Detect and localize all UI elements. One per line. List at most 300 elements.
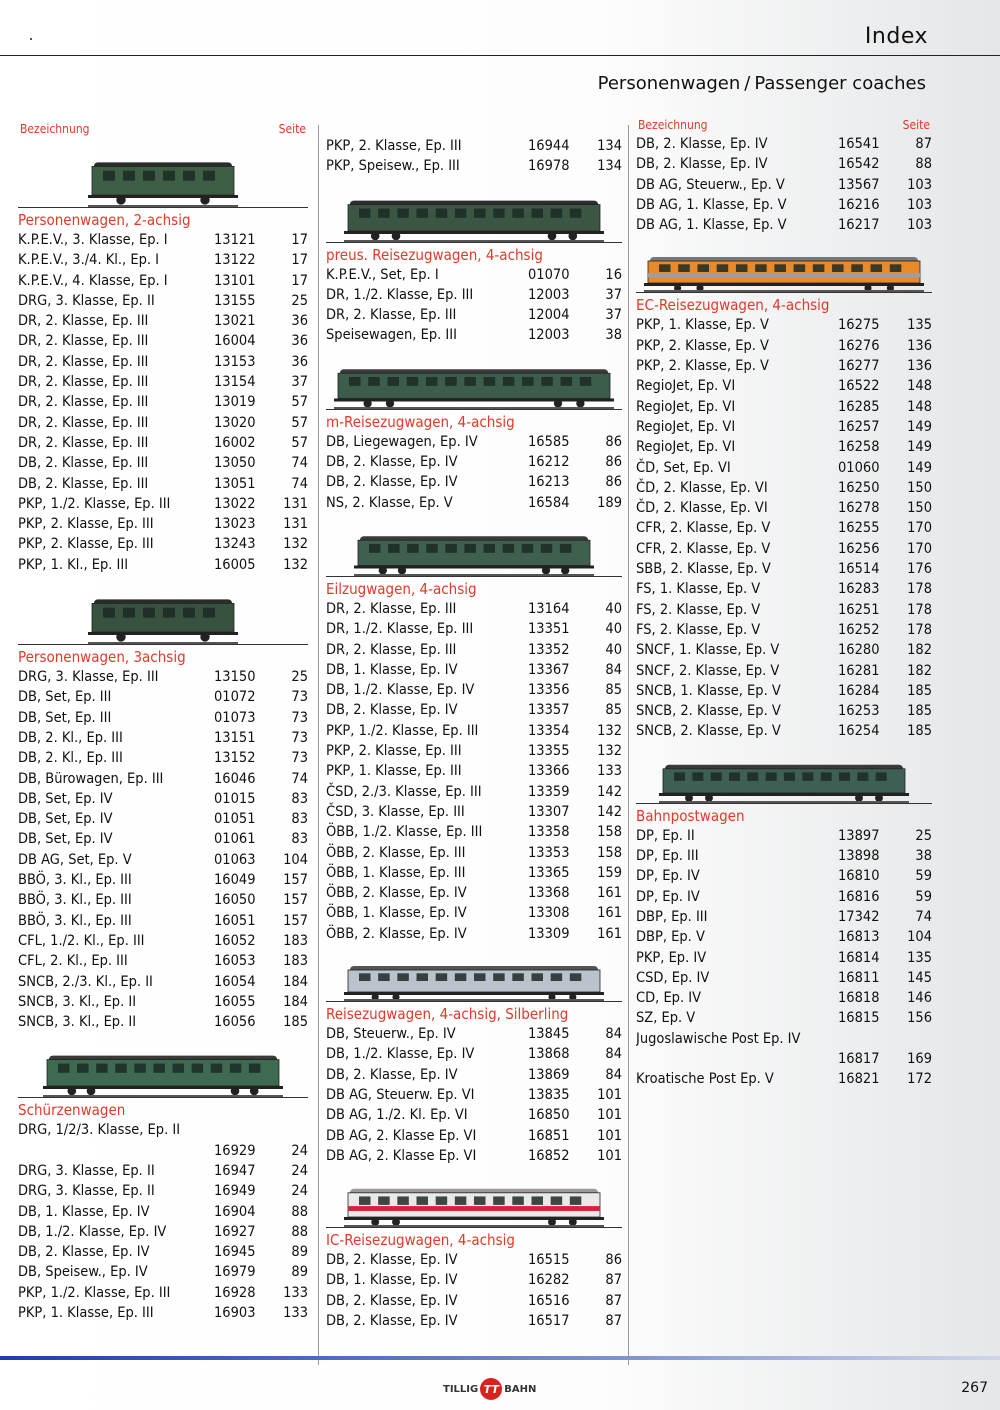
- page-ref: 88: [915, 156, 932, 173]
- article-number: 13845: [528, 1026, 570, 1043]
- entry-name: DR, 1./2. Klasse, Ep. III: [326, 621, 474, 638]
- entry-name: DB, Set, Ep. IV: [18, 790, 113, 807]
- page-ref: 101: [597, 1127, 622, 1144]
- article-number: 13359: [528, 783, 570, 800]
- article-number: 16050: [214, 892, 256, 909]
- index-entry: [636, 518, 932, 538]
- article-number: 16216: [838, 196, 880, 213]
- column-header-label: Bezeichnung: [20, 122, 90, 136]
- entry-name: DB, 2. Klasse, Ep. IV: [326, 454, 458, 471]
- index-entry: [18, 850, 308, 870]
- index-entry: [636, 948, 932, 968]
- entry-name: DBP, Ep. III: [636, 908, 708, 925]
- index-entry: [636, 907, 932, 927]
- index-entry: [18, 392, 308, 412]
- page-ref: 157: [283, 912, 308, 929]
- entry-name: DB, Speisew., Ep. IV: [18, 1264, 148, 1281]
- page-ref: 57: [291, 394, 308, 411]
- index-section: [326, 513, 622, 944]
- section-title: Reisezugwagen, 4-achsig, Silberling: [326, 1005, 569, 1024]
- entry-name: DR, 2. Klasse, Ep. III: [18, 353, 149, 370]
- page-ref: 40: [605, 600, 622, 617]
- entry-name: PKP, 2. Klasse, Ep. V: [636, 358, 769, 375]
- entry-name: DB, 1. Klasse, Ep. IV: [326, 661, 458, 678]
- entry-name: PKP, Ep. IV: [636, 949, 707, 966]
- article-number: 16944: [528, 138, 570, 154]
- page-ref: 132: [283, 536, 308, 553]
- entry-name: DR, 2. Klasse, Ep. III: [18, 414, 149, 431]
- entry-name: Speisewagen, Ep. III: [326, 327, 457, 344]
- page-ref: 24: [291, 1183, 308, 1200]
- index-entry: [326, 822, 622, 842]
- article-number: 16277: [838, 358, 880, 375]
- article-number: 16813: [838, 929, 880, 946]
- entry-name: DR, 2. Klasse, Ep. III: [18, 394, 149, 411]
- entry-name: SNCB, 3. Kl., Ep. II: [18, 1014, 137, 1031]
- page-ref: 156: [907, 1010, 932, 1027]
- entry-name: CD, Ep. IV: [636, 990, 702, 1007]
- index-entry: [326, 1044, 622, 1064]
- article-number: 16929: [214, 1142, 256, 1159]
- page-ref: 88: [291, 1203, 308, 1220]
- section-title: IC-Reisezugwagen, 4-achsig: [326, 1231, 515, 1250]
- entry-name: DB, 2. Kl., Ep. III: [18, 750, 123, 767]
- page-ref: 136: [907, 337, 932, 354]
- article-number: 01015: [214, 790, 256, 807]
- entry-name: DP, Ep. III: [636, 848, 699, 865]
- page-ref: 169: [907, 1050, 932, 1067]
- entry-name: DBP, Ep. V: [636, 929, 705, 946]
- index-entry: [326, 782, 622, 802]
- entry-name: PKP, 1. Klasse, Ep. V: [636, 317, 769, 334]
- index-entry: [326, 156, 622, 176]
- article-number: 16814: [838, 949, 880, 966]
- index-entry: [18, 1141, 308, 1161]
- article-number: 16005: [214, 556, 256, 573]
- index-entry: [326, 802, 622, 822]
- page-ref: 104: [283, 851, 308, 868]
- index-entry: [326, 680, 622, 700]
- article-number: 13152: [214, 750, 256, 767]
- entry-name: PKP, 1. Kl., Ep. III: [18, 556, 129, 573]
- entry-name: DB, Liegewagen, Ep. IV: [326, 433, 478, 450]
- index-section: [636, 134, 932, 235]
- index-entry: [326, 761, 622, 781]
- index-entry: [326, 1126, 622, 1146]
- entry-name: Jugoslawische Post Ep. IV: [636, 1030, 801, 1047]
- index-entry: [636, 1049, 932, 1069]
- page-ref: 87: [605, 1272, 622, 1289]
- entry-name: DR, 2. Klasse, Ep. III: [18, 313, 149, 330]
- article-number: 16054: [214, 973, 256, 990]
- article-number: 13368: [528, 885, 570, 902]
- page-ref: 178: [907, 621, 932, 638]
- entry-name: DB, 1./2. Klasse, Ep. IV: [326, 682, 475, 699]
- entry-name: RegioJet, Ep. VI: [636, 418, 736, 435]
- page-ref: 185: [283, 1014, 308, 1031]
- article-number: 16904: [214, 1203, 256, 1220]
- index-entry: [18, 1283, 308, 1303]
- image-rule: [18, 1097, 308, 1098]
- entry-name: DB AG, 1./2. Kl. Ep. VI: [326, 1107, 468, 1124]
- entry-name: ÖBB, 1. Klasse, Ep. IV: [326, 905, 467, 922]
- article-number: 16851: [528, 1127, 570, 1144]
- entry-name: SZ, Ep. V: [636, 1010, 696, 1027]
- entry-name: RegioJet, Ep. VI: [636, 398, 736, 415]
- index-entry: [18, 829, 308, 849]
- entry-name: K.P.E.V., 3. Klasse, Ep. I: [18, 232, 168, 248]
- index-section: [18, 138, 308, 575]
- entry-name: SBB, 2. Klasse, Ep. V: [636, 561, 771, 578]
- page-subtitle: [598, 73, 926, 94]
- index-entry: [636, 315, 932, 335]
- article-number: 13835: [528, 1086, 570, 1103]
- index-entry: [636, 721, 932, 741]
- image-rule: [18, 207, 308, 208]
- article-number: 16818: [838, 990, 880, 1007]
- page-ref: 25: [291, 669, 308, 686]
- page-ref: 158: [597, 844, 622, 861]
- page-ref: 87: [915, 136, 932, 152]
- article-number: 16056: [214, 1014, 256, 1031]
- article-number: 16817: [838, 1050, 880, 1067]
- entry-name: DRG, 3. Klasse, Ep. III: [18, 669, 159, 686]
- entry-name: ÖBB, 2. Klasse, Ep. IV: [326, 885, 467, 902]
- tillig-logo: [443, 1378, 536, 1400]
- article-number: 16250: [838, 479, 880, 496]
- index-entry: [18, 708, 308, 728]
- page-ref: 149: [907, 459, 932, 476]
- index-entry: [18, 667, 308, 687]
- page-ref: 185: [907, 723, 932, 740]
- page-ref: 16: [605, 266, 622, 283]
- article-number: 16522: [838, 378, 880, 395]
- article-number: 13365: [528, 864, 570, 881]
- index-entry: [636, 154, 932, 174]
- entry-name: SNCF, 2. Klasse, Ep. V: [636, 662, 780, 679]
- index-entry: [636, 1029, 932, 1049]
- page-ref: 74: [915, 908, 932, 925]
- entry-name: DB, 2. Klasse, Ep. IV: [326, 1292, 458, 1309]
- page-ref: 86: [605, 1252, 622, 1269]
- entry-name: BBÖ, 3. Kl., Ep. III: [18, 892, 132, 909]
- article-number: 13309: [528, 925, 570, 942]
- article-number: 01073: [214, 709, 256, 726]
- index-entry: [326, 1065, 622, 1085]
- article-number: 13352: [528, 641, 570, 658]
- article-number: 16816: [838, 888, 880, 905]
- index-entry: [18, 789, 308, 809]
- page-ref: 131: [283, 516, 308, 533]
- index-entry: [636, 887, 932, 907]
- index-entry: [18, 250, 308, 270]
- page-ref: 149: [907, 418, 932, 435]
- page-ref: 132: [597, 743, 622, 760]
- article-number: 13122: [214, 252, 256, 269]
- entry-name: DR, 2. Klasse, Ep. III: [326, 600, 457, 617]
- page-ref: 134: [597, 158, 622, 175]
- m-coach-image: [326, 346, 622, 410]
- index-entry: [18, 1222, 308, 1242]
- page-ref: 101: [597, 1147, 622, 1164]
- section-title: EC-Reisezugwagen, 4-achsig: [636, 296, 830, 315]
- entry-name: DB, 2. Klasse, Ep. III: [18, 475, 149, 492]
- column-divider: [628, 125, 629, 1365]
- page-number: 267: [961, 1380, 988, 1396]
- index-entry: [18, 372, 308, 392]
- logo-text-right: BAHN: [504, 1383, 537, 1395]
- index-entry: [326, 1291, 622, 1311]
- article-number: 16517: [528, 1312, 570, 1329]
- page-ref: 184: [283, 973, 308, 990]
- page-ref: 157: [283, 892, 308, 909]
- article-number: 16256: [838, 540, 880, 557]
- article-number: 13897: [838, 827, 880, 844]
- index-entry: [18, 890, 308, 910]
- article-number: 13050: [214, 455, 256, 472]
- index-entry: [326, 325, 622, 345]
- index-entry: [18, 230, 308, 250]
- entry-name: DB, 1./2. Klasse, Ep. IV: [18, 1223, 167, 1240]
- index-entry: [636, 866, 932, 886]
- page-ref: 157: [283, 872, 308, 889]
- article-number: 16979: [214, 1264, 256, 1281]
- article-number: 16283: [838, 581, 880, 598]
- entry-name: DR, 2. Klasse, Ep. III: [18, 333, 149, 350]
- mail-coach-image: [636, 742, 932, 804]
- article-number: 16212: [528, 454, 570, 471]
- article-number: 13354: [528, 722, 570, 739]
- entry-name: RegioJet, Ep. VI: [636, 378, 736, 395]
- page-ref: [274, 1120, 308, 1140]
- page-ref: 142: [597, 803, 622, 820]
- index-entry: [326, 265, 622, 285]
- page-ref: 86: [605, 454, 622, 471]
- index-entry: [636, 134, 932, 154]
- entry-name: SNCB, 2./3. Kl., Ep. II: [18, 973, 153, 990]
- page-ref: 103: [907, 217, 932, 234]
- entry-name: K.P.E.V., 3./4. Kl., Ep. I: [18, 252, 159, 269]
- index-entry: [326, 305, 622, 325]
- entry-name: DB, Set, Ep. III: [18, 689, 112, 706]
- index-entry: [636, 620, 932, 640]
- article-number: 13358: [528, 824, 570, 841]
- index-entry: [326, 472, 622, 492]
- article-number: 13021: [214, 313, 256, 330]
- index-entry: [636, 968, 932, 988]
- article-number: 01070: [528, 266, 570, 283]
- entry-name: ČD, 2. Klasse, Ep. VI: [636, 479, 768, 496]
- entry-name: RegioJet, Ep. VI: [636, 439, 736, 456]
- entry-name: DP, Ep. IV: [636, 868, 700, 885]
- article-number: 13151: [214, 729, 256, 746]
- article-number: 13150: [214, 669, 256, 686]
- index-entry: [18, 1202, 308, 1222]
- ic-coach-image: [326, 1166, 622, 1228]
- article-number: 16002: [214, 434, 256, 451]
- entry-name: CSD, Ep. IV: [636, 969, 710, 986]
- page-ref: 178: [907, 581, 932, 598]
- index-entry: [636, 1008, 932, 1028]
- entry-name: ČD, 2. Klasse, Ep. VI: [636, 500, 768, 517]
- article-number: 13355: [528, 743, 570, 760]
- index-entry: [636, 417, 932, 437]
- article-number: 13308: [528, 905, 570, 922]
- subtitle-separator: /: [744, 73, 751, 94]
- article-number: 16815: [838, 1010, 880, 1027]
- index-section: [326, 136, 622, 177]
- article-number: 16004: [214, 333, 256, 350]
- article-number: 16903: [214, 1305, 256, 1322]
- article-number: 16285: [838, 398, 880, 415]
- article-number: 13307: [528, 803, 570, 820]
- page-ref: 150: [907, 500, 932, 517]
- image-rule: [18, 644, 308, 645]
- article-number: 13243: [214, 536, 256, 553]
- article-number: 16213: [528, 474, 570, 491]
- page-ref: 38: [605, 327, 622, 344]
- article-number: 16278: [838, 500, 880, 517]
- index-entry: [18, 534, 308, 554]
- index-entry: [636, 661, 932, 681]
- page-ref: 103: [907, 196, 932, 213]
- entry-name: DB, 2. Klasse, Ep. IV: [636, 156, 768, 173]
- page-ref: 184: [283, 993, 308, 1010]
- entry-name: ÖBB, 2. Klasse, Ep. IV: [326, 925, 467, 942]
- entry-name: PKP, 2. Klasse, Ep. III: [18, 516, 154, 533]
- page-ref: 89: [291, 1244, 308, 1261]
- index-entry: [18, 271, 308, 291]
- page-ref: 132: [283, 556, 308, 573]
- index-entry: [18, 748, 308, 768]
- article-number: 12004: [528, 307, 570, 324]
- article-number: 13567: [838, 176, 880, 193]
- index-section: [636, 235, 932, 741]
- index-entry: [326, 1105, 622, 1125]
- page-ref: 86: [605, 433, 622, 450]
- entry-name: BBÖ, 3. Kl., Ep. III: [18, 872, 132, 889]
- index-entry: [636, 437, 932, 457]
- page-ref: 73: [291, 689, 308, 706]
- article-number: 13051: [214, 475, 256, 492]
- entry-name: PKP, 2. Klasse, Ep. III: [18, 536, 154, 553]
- entry-name: ÖBB, 2. Klasse, Ep. III: [326, 844, 466, 861]
- index-entry: [18, 728, 308, 748]
- page-ref: 182: [907, 642, 932, 659]
- index-entry: [18, 1181, 308, 1201]
- section-title: Bahnpostwagen: [636, 806, 745, 825]
- page-ref: 37: [291, 374, 308, 391]
- index-entry: [636, 600, 932, 620]
- entry-name: CFR, 2. Klasse, Ep. V: [636, 520, 771, 537]
- entry-name: DB, Set, Ep. IV: [18, 811, 113, 828]
- page-ref: 146: [907, 990, 932, 1007]
- article-number: 16049: [214, 872, 256, 889]
- page-ref: 178: [907, 601, 932, 618]
- section-title: preus. Reisezugwagen, 4-achsig: [326, 245, 543, 264]
- index-entry: [326, 599, 622, 619]
- index-entry: [636, 559, 932, 579]
- article-number: 13154: [214, 374, 256, 391]
- page-ref: 25: [915, 827, 932, 844]
- article-number: 16217: [838, 217, 880, 234]
- page-ref: 148: [907, 378, 932, 395]
- index-entry: [636, 988, 932, 1008]
- entry-name: PKP, 1./2. Klasse, Ep. III: [18, 1284, 171, 1301]
- entry-name: SNCB, 1. Klasse, Ep. V: [636, 682, 781, 699]
- entry-name: K.P.E.V., 4. Klasse, Ep. I: [18, 272, 168, 289]
- article-number: 16821: [838, 1071, 880, 1088]
- entry-name: DRG, 1/2/3. Klasse, Ep. II: [18, 1122, 181, 1139]
- article-number: 16585: [528, 433, 570, 450]
- page-ref: 103: [907, 176, 932, 193]
- entry-name: DB, 2. Klasse, Ep. IV: [326, 474, 458, 491]
- index-entry: [18, 1262, 308, 1282]
- entry-name: DRG, 3. Klasse, Ep. II: [18, 1162, 155, 1179]
- article-number: 16810: [838, 868, 880, 885]
- index-entry: [326, 883, 622, 903]
- image-rule: [636, 292, 932, 293]
- page-ref: 89: [291, 1264, 308, 1281]
- page-ref: 161: [597, 925, 622, 942]
- index-entry: [18, 972, 308, 992]
- page-ref: 59: [915, 868, 932, 885]
- article-number: 16253: [838, 703, 880, 720]
- index-entry: [18, 809, 308, 829]
- index-entry: [18, 1242, 308, 1262]
- article-number: 16055: [214, 993, 256, 1010]
- entry-name: PKP, 2. Klasse, Ep. V: [636, 337, 769, 354]
- article-number: 13019: [214, 394, 256, 411]
- entry-name: FS, 1. Klasse, Ep. V: [636, 581, 761, 598]
- express-coach-image: [326, 513, 622, 577]
- index-entry: [18, 433, 308, 453]
- page-ref: 24: [291, 1142, 308, 1159]
- entry-name: DB AG, 1. Klasse, Ep. V: [636, 196, 787, 213]
- page-ref: 83: [291, 790, 308, 807]
- page-ref: 74: [291, 455, 308, 472]
- entry-name: SNCB, 2. Klasse, Ep. V: [636, 723, 781, 740]
- article-number: 16811: [838, 969, 880, 986]
- index-entry: [636, 846, 932, 866]
- index-entry: [636, 215, 932, 235]
- entry-name: DR, 2. Klasse, Ep. III: [326, 307, 457, 324]
- entry-name: [636, 1049, 838, 1069]
- image-rule: [636, 803, 932, 804]
- page-ref: 132: [597, 722, 622, 739]
- index-entry: [636, 1069, 932, 1089]
- article-number: 01072: [214, 689, 256, 706]
- index-entry: [18, 951, 308, 971]
- page-ref: 189: [597, 494, 622, 511]
- index-entry: [636, 336, 932, 356]
- page-ref: 150: [907, 479, 932, 496]
- page-ref: 183: [283, 953, 308, 970]
- index-entry: [636, 681, 932, 701]
- article-number: 13367: [528, 661, 570, 678]
- article-number: 16542: [838, 156, 880, 173]
- article-number: 13869: [528, 1066, 570, 1083]
- article-number: 13155: [214, 292, 256, 309]
- page-ref: 172: [907, 1071, 932, 1088]
- entry-name: DRG, 3. Klasse, Ep. II: [18, 1183, 155, 1200]
- entry-name: DB, Set, Ep. III: [18, 709, 112, 726]
- article-number: 16282: [528, 1272, 570, 1289]
- page-ref: 149: [907, 439, 932, 456]
- article-number: 13101: [214, 272, 256, 289]
- article-number: 16541: [838, 136, 880, 152]
- index-entry: [18, 555, 308, 575]
